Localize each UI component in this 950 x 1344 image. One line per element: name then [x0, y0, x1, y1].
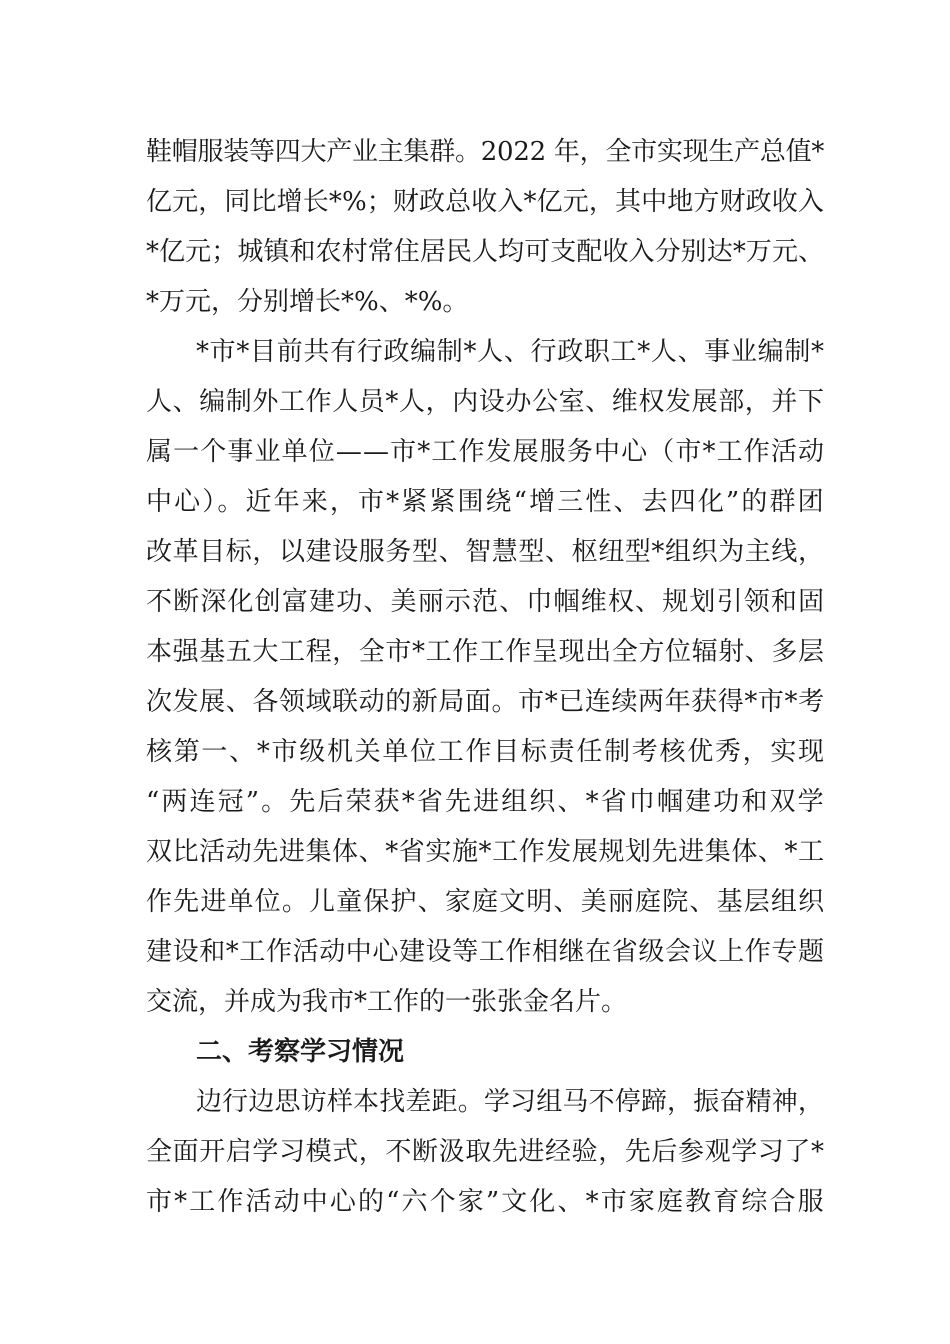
text-line: 属一个事业单位——市*工作发展服务中心（市*工作活动: [146, 437, 826, 467]
text-line: 改革目标，以建设服务型、智慧型、枢纽型*组织为主线，: [146, 537, 825, 567]
text-line: 中心）。近年来，市*紧紧围绕“增三性、去四化”的群团: [146, 487, 826, 517]
text-line: 鞋帽服装等四大产业主集群。2022 年，全市实现生产总值*: [146, 137, 825, 167]
text-line: 双比活动先进集体、*省实施*工作发展规划先进集体、*工: [146, 837, 825, 867]
text-line: 全面开启学习模式，不断汲取先进经验，先后参观学习了*: [146, 1137, 825, 1167]
text-line: 核第一、*市级机关单位工作目标责任制考核优秀，实现: [146, 737, 826, 767]
text-line: 亿元，同比增长*%；财政总收入*亿元，其中地方财政收入: [146, 187, 824, 217]
text-line: 次发展、各领域联动的新局面。市*已连续两年获得*市*考: [146, 687, 825, 717]
text-line: *万元，分别增长*%、*%。: [146, 287, 469, 317]
text-line: 作先进单位。儿童保护、家庭文明、美丽庭院、基层组织: [146, 887, 826, 917]
text-line: *亿元；城镇和农村常住居民人均可支配收入分别达*万元、: [146, 237, 825, 267]
text-line: 人、编制外工作人员*人，内设办公室、维权发展部，并下: [146, 387, 825, 417]
text-line: 边行边思访样本找差距。学习组马不停蹄，振奋精神，: [196, 1087, 825, 1117]
text-line: *市*目前共有行政编制*人、行政职工*人、事业编制*: [196, 337, 825, 367]
text-line: “两连冠”。先后荣获*省先进组织、*省巾帼建功和双学: [146, 787, 826, 817]
text-line: 市*工作活动中心的“六个家”文化、*市家庭教育综合服: [146, 1187, 826, 1217]
text-line: 交流，并成为我市*工作的一张张金名片。: [146, 987, 628, 1017]
section-heading: 二、考察学习情况: [196, 1037, 405, 1067]
text-line: 不断深化创富建功、美丽示范、巾帼维权、规划引领和固: [146, 587, 826, 617]
text-line: 建设和*工作活动中心建设等工作相继在省级会议上作专题: [146, 937, 825, 967]
text-line: 本强基五大工程，全市*工作工作呈现出全方位辐射、多层: [146, 637, 825, 667]
